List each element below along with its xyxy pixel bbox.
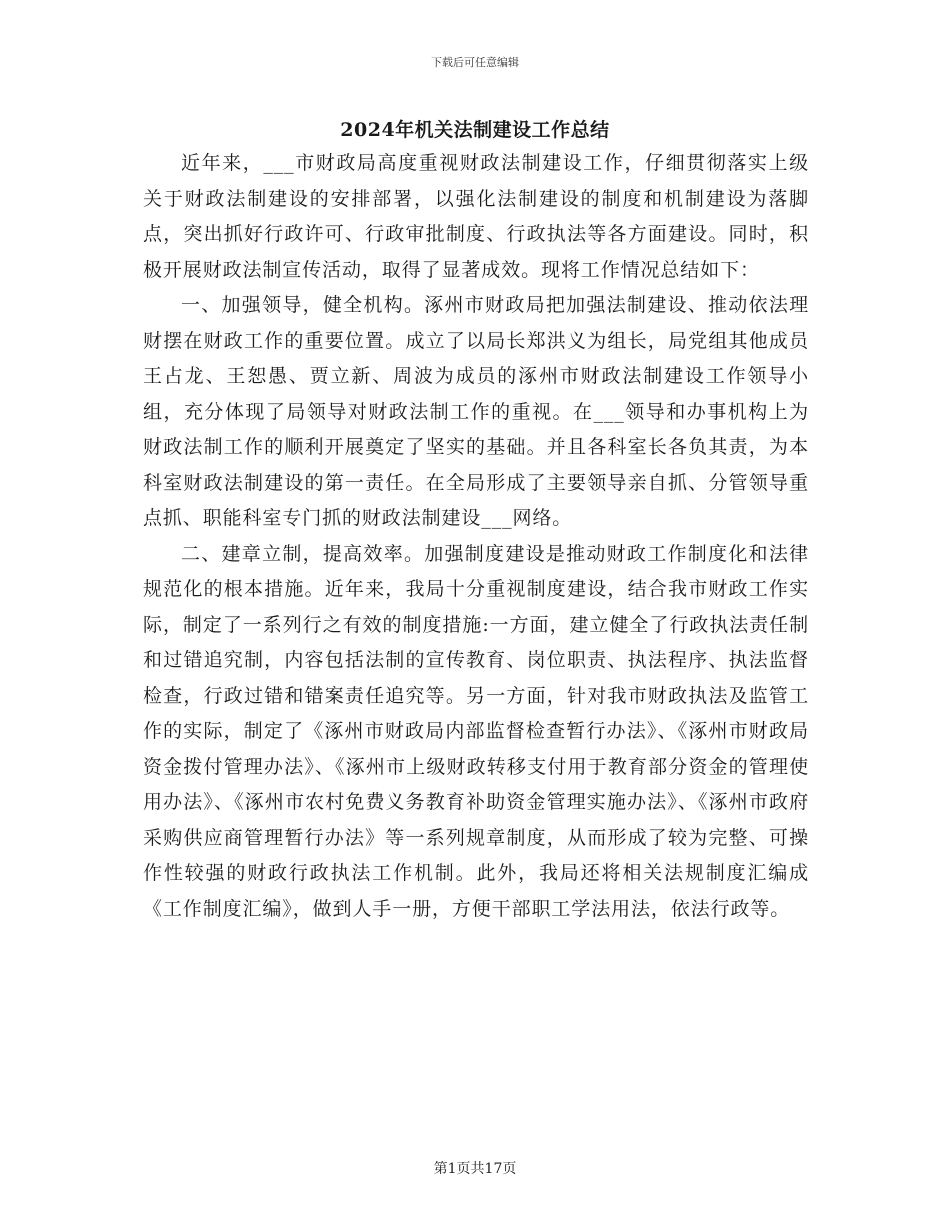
page-header-note: 下载后可任意编辑 (431, 56, 519, 69)
document-title: 2024年机关法制建设工作总结 (340, 119, 610, 141)
paragraph-section-2: 二、建章立制，提高效率。加强制度建设是推动财政工作制度化和法律规范化的根本措施。近年来，我局十分重视制度建设，结合我市财政工作实际，制定了一系列行之有效的制度措施:一方面，建立健全了行政执法责任制和过错追究制，内容包括法制的宣传教育、岗位职责、执法程序、执法监督检查，行政过错和错案责任追究等。另一方面，针对我市财政执法及监管工作的实际，制定了《涿州市财政局内部监督检查暂行办法》、《涿州市财政局资金拨付管理办法》、《涿州市上级财政转移支付用于教育部分资金的管理使用办法》、《涿州市农村免费义务教育补助资金管理实施办法》、《涿州市政府采购供应商管理暂行办法》等一系列规章制度，从而形成了较为完整、可操作性较强的财政行政执法工作机制。此外，我局还将相关法规制度汇编成《工作制度汇编》，做到人手一册，方便干部职工学法用法，依法行政等。 (143, 542, 809, 920)
page-number: 第1页共17页 (433, 1161, 517, 1177)
paragraph-intro: 近年来，___市财政局高度重视财政法制建设工作，仔细贯彻落实上级关于财政法制建设的安排部署，以强化法制建设的制度和机制建设为落脚点，突出抓好行政许可、行政审批制度、行政执法等各方面建设。同时，积极开展财政法制宣传活动，取得了显著成效。现将工作情况总结如下： (143, 152, 809, 281)
document-body (143, 146, 809, 927)
paragraph-section-1: 一、加强领导，健全机构。涿州市财政局把加强法制建设、推动依法理财摆在财政工作的重要位置。成立了以局长郑洪义为组长，局党组其他成员王占龙、王恕愚、贾立新、周波为成员的涿州市财政法制建设工作领导小组，充分体现了局领导对财政法制工作的重视。在___领导和办事机构上为财政法制工作的顺利开展奠定了坚实的基础。并且各科室长各负其责，为本科室财政法制建设的第一责任。在全局形成了主要领导亲自抓、分管领导重点抓、职能科室专门抓的财政法制建设___网络。 (143, 294, 809, 529)
